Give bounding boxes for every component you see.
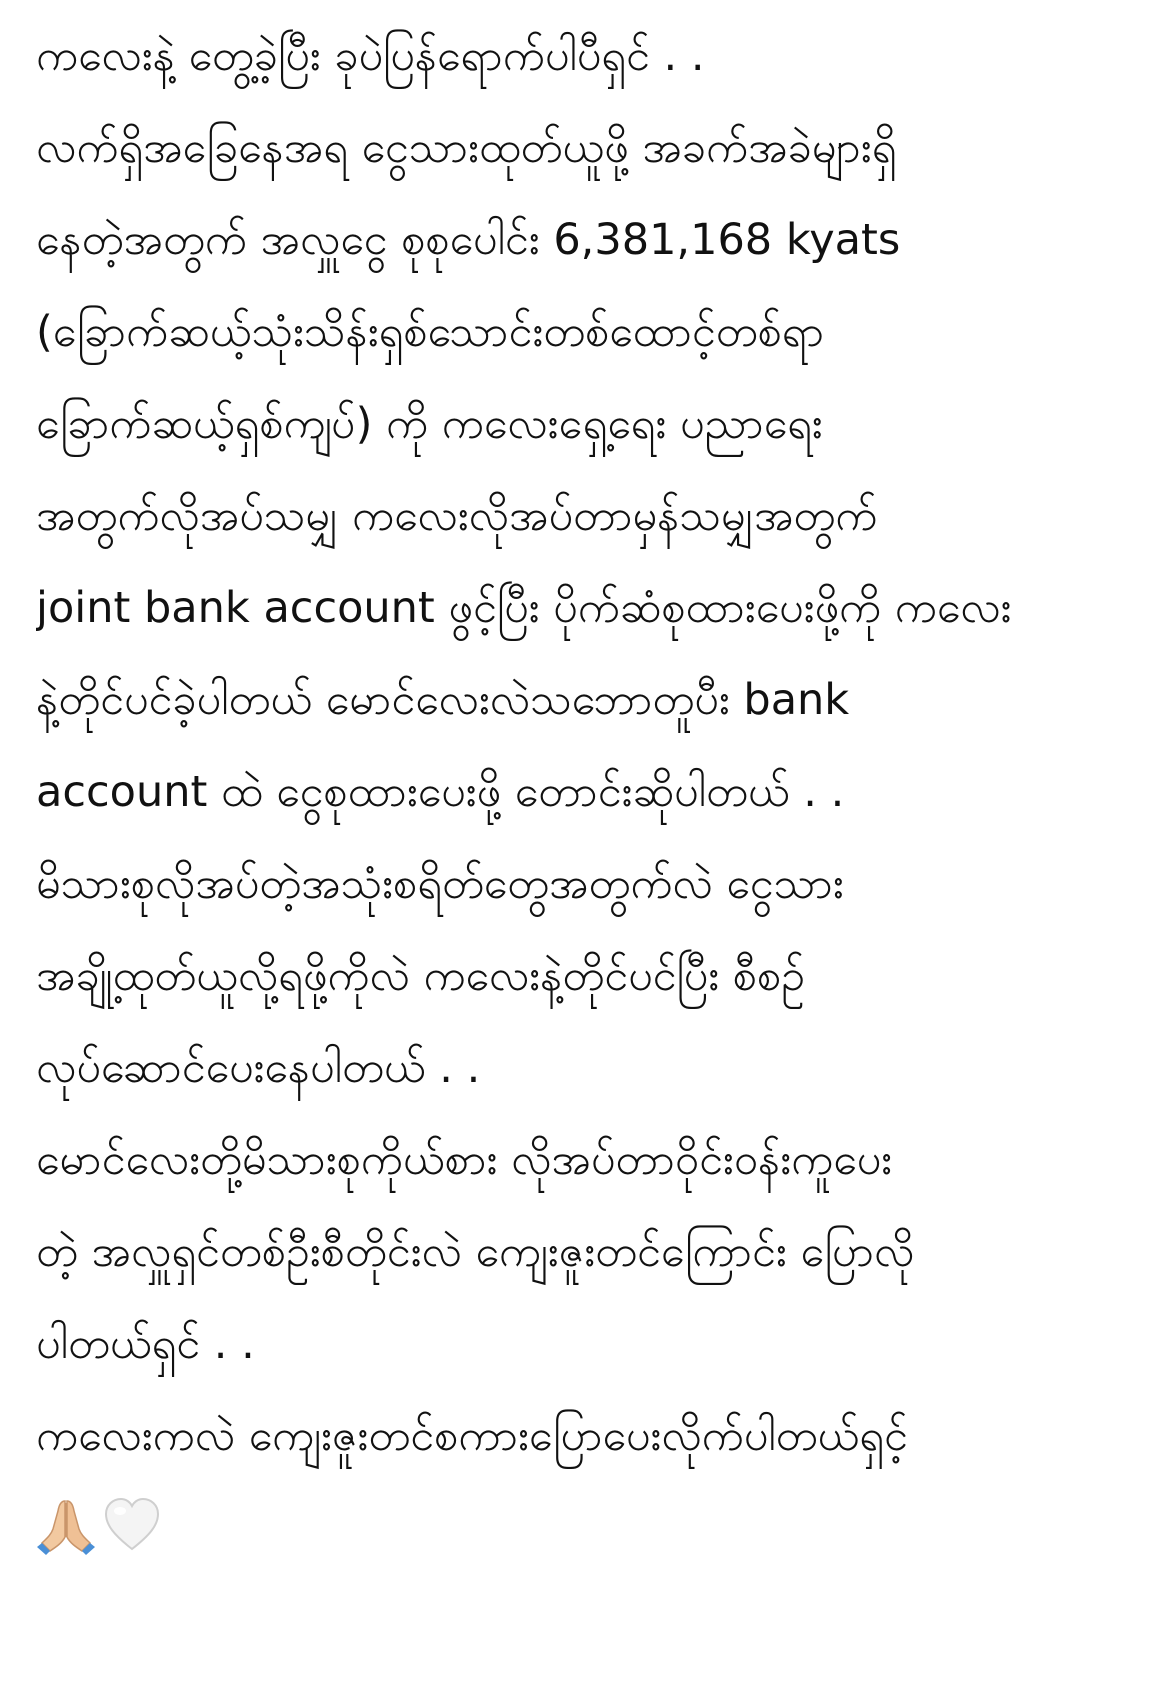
emoji-row — [36, 1482, 1146, 1568]
post-text-line: မောင်လေးတို့မိသားစုကိုယ်စား လိုအပ်တာဝိုင်းဝန်းကူပေး — [36, 1135, 893, 1185]
post-text-line: account ထဲ ငွေစုထားပေးဖို့ တောင်းဆိုပါတယ် . . — [36, 767, 845, 817]
white-heart-icon — [102, 1495, 162, 1555]
post-text-line: ပါတယ်ရှင် . . — [36, 1319, 255, 1369]
post-text-line: နေတဲ့အတွက် အလှူငွေ စုစုပေါင်း 6,381,168 kyats — [36, 215, 901, 265]
post-text-line: အချို့ထုတ်ယူလို့ရဖို့ကိုလဲ ကလေးနဲ့တိုင်ပင်ပြီး စီစဉ် — [36, 951, 806, 1001]
post-text-line: အတွက်လိုအပ်သမျှ ကလေးလိုအပ်တာမှန်သမျှအတွက် — [36, 491, 878, 541]
post-text-line: မိသားစုလိုအပ်တဲ့အသုံးစရိတ်တွေအတွက်လဲ ငွေသား — [36, 859, 844, 909]
folded-hands-icon — [36, 1495, 96, 1555]
post-text-line: ကလေးနဲ့ တွေ့ခဲ့ပြီး ခုပဲပြန်ရောက်ပါပီရှင် . . — [36, 31, 705, 81]
post-text-line: joint bank account ဖွင့်ပြီး ပိုက်ဆံစုထားပေးဖို့ကို ကလေး — [36, 583, 1012, 633]
post-text-line: ခြောက်ဆယ့်ရှစ်ကျပ်) ကို ကလေးရှေ့ရေး ပညာရေး — [36, 399, 823, 449]
post-body — [36, 0, 1146, 1568]
post-text-line: နဲ့တိုင်ပင်ခဲ့ပါတယ် မောင်လေးလဲသဘောတူပီး bank — [36, 675, 850, 725]
post-text-line: လက်ရှိအခြေနေအရ ငွေသားထုတ်ယူဖို့ အခက်အခဲများရှိ — [36, 123, 897, 173]
post-text-line: (ခြောက်ဆယ့်သုံးသိန်းရှစ်သောင်းတစ်ထောင့်တစ်ရာ — [36, 307, 825, 357]
post-text-line: ကလေးကလဲ ကျေးဇူးတင်စကားပြောပေးလိုက်ပါတယ်ရှင့် — [36, 1411, 908, 1461]
post-text-line: လုပ်ဆောင်ပေးနေပါတယ် . . — [36, 1043, 481, 1093]
post-text-line: တဲ့ အလှူရှင်တစ်ဦးစီတိုင်းလဲ ကျေးဇူးတင်ကြောင်း ပြောလို — [36, 1227, 915, 1277]
